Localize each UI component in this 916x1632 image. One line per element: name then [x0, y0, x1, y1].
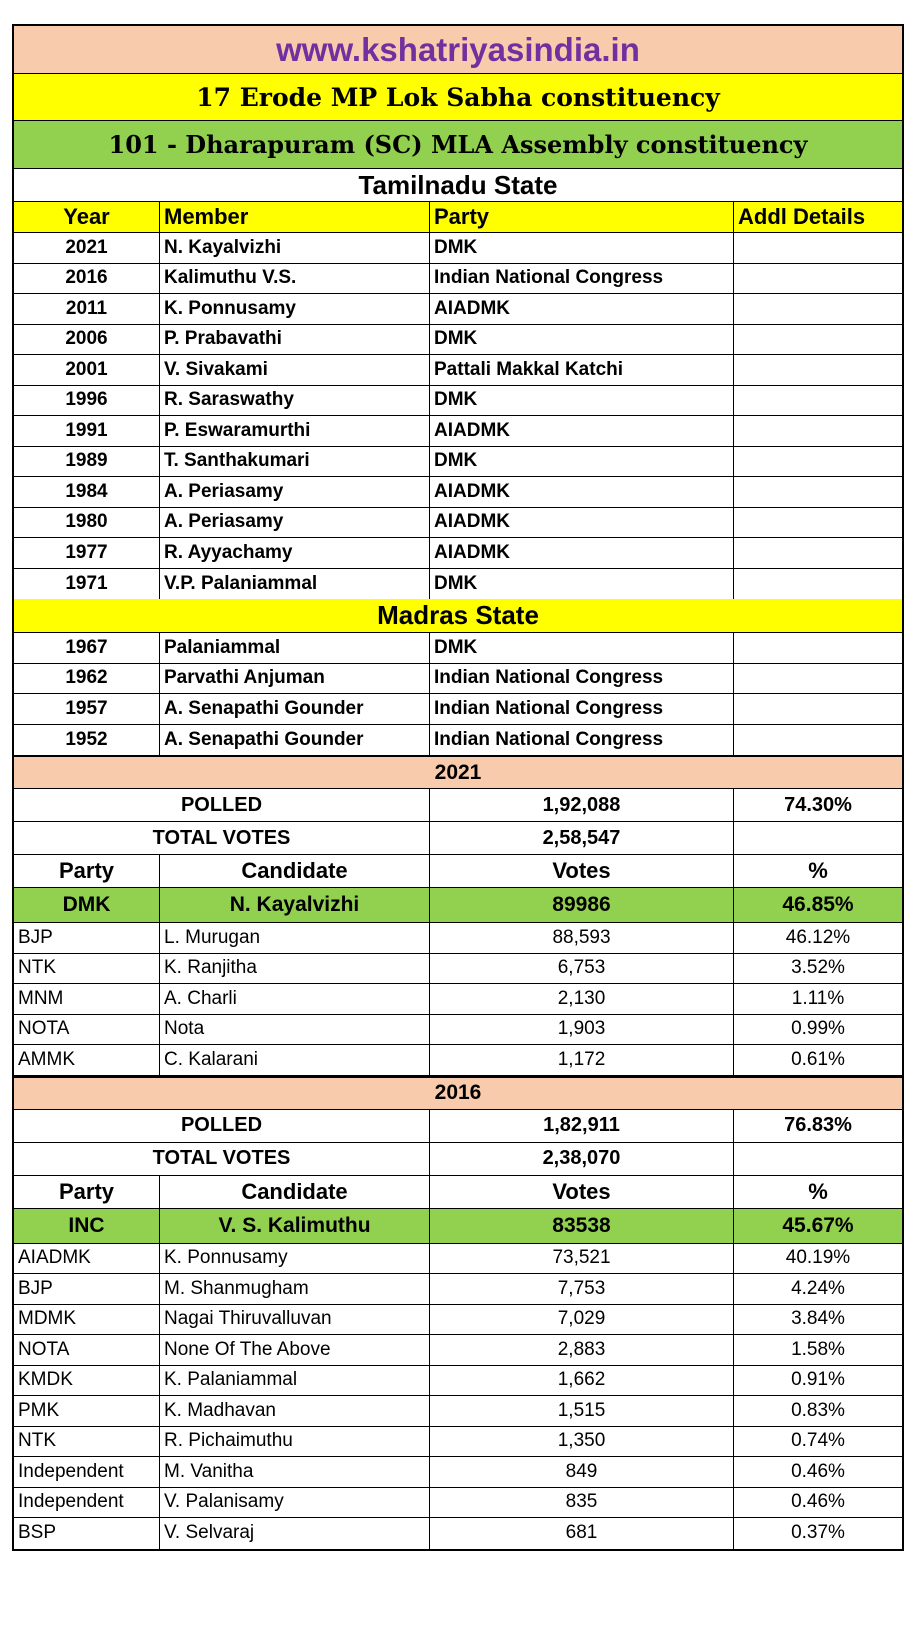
candidate-percent: 0.46% — [791, 1460, 845, 1482]
candidate-party: NTK — [14, 1427, 160, 1457]
member-row — [14, 664, 902, 695]
madras-section-header — [14, 599, 902, 633]
total-votes: 2,38,070 — [430, 1143, 734, 1175]
candidate-party: PMK — [14, 1396, 160, 1426]
candidate-name: R. Pichaimuthu — [160, 1427, 430, 1457]
candidate-row — [14, 1366, 902, 1397]
member-row — [14, 355, 902, 386]
candidate-votes: 835 — [430, 1488, 734, 1518]
col-percent: % — [808, 858, 828, 883]
col-votes: Votes — [430, 1176, 734, 1208]
member-party: AIADMK — [430, 508, 734, 538]
member-party: Indian National Congress — [430, 694, 734, 724]
candidate-percent: 0.83% — [791, 1399, 845, 1421]
col-party: Party — [430, 202, 734, 232]
member-name: A. Periasamy — [160, 508, 430, 538]
member-row — [14, 569, 902, 600]
member-name: Kalimuthu V.S. — [160, 264, 430, 294]
member-name: V. Sivakami — [160, 355, 430, 385]
member-name: K. Ponnusamy — [160, 294, 430, 324]
member-row — [14, 416, 902, 447]
candidate-votes: 7,753 — [430, 1274, 734, 1304]
candidate-name: A. Charli — [160, 984, 430, 1014]
candidate-votes: 1,172 — [430, 1045, 734, 1075]
member-details — [734, 264, 902, 294]
candidate-party: KMDK — [14, 1366, 160, 1396]
candidate-name: K. Ponnusamy — [160, 1244, 430, 1274]
candidate-percent: 1.58% — [791, 1338, 845, 1360]
member-year: 2001 — [14, 355, 160, 385]
member-name: A. Senapathi Gounder — [160, 694, 430, 724]
member-year: 1980 — [14, 508, 160, 538]
results-sheet — [12, 24, 904, 1551]
member-party: DMK — [430, 447, 734, 477]
candidate-name: K. Madhavan — [160, 1396, 430, 1426]
member-party: DMK — [430, 386, 734, 416]
candidate-party: Independent — [14, 1457, 160, 1487]
member-row — [14, 386, 902, 417]
winner-party: DMK — [14, 888, 160, 922]
candidate-row — [14, 1457, 902, 1488]
member-party: DMK — [430, 325, 734, 355]
assembly-title: 101 - Dharapuram (SC) MLA Assembly constituency — [108, 130, 808, 159]
candidate-party: AMMK — [14, 1045, 160, 1075]
member-row — [14, 725, 902, 756]
member-name: P. Prabavathi — [160, 325, 430, 355]
candidate-row — [14, 1274, 902, 1305]
winner-votes: 89986 — [430, 888, 734, 922]
col-member: Member — [160, 202, 430, 232]
candidate-column-headers — [14, 1176, 902, 1209]
candidate-percent: 0.37% — [791, 1522, 845, 1544]
candidate-percent: 40.19% — [785, 1247, 851, 1269]
member-details — [734, 447, 902, 477]
member-name: N. Kayalvizhi — [160, 233, 430, 263]
member-name: R. Ayyachamy — [160, 538, 430, 568]
member-party: Pattali Makkal Katchi — [430, 355, 734, 385]
candidate-name: K. Ranjitha — [160, 954, 430, 984]
member-party: AIADMK — [430, 294, 734, 324]
candidate-row — [14, 1305, 902, 1336]
candidate-row — [14, 1015, 902, 1046]
member-row — [14, 447, 902, 478]
member-row — [14, 694, 902, 725]
col-year: Year — [14, 202, 160, 232]
member-year: 1962 — [14, 664, 160, 694]
candidate-row — [14, 1488, 902, 1519]
candidate-row — [14, 1427, 902, 1458]
member-details — [734, 477, 902, 507]
polled-row — [14, 1110, 902, 1143]
candidate-votes: 88,593 — [430, 923, 734, 953]
member-row — [14, 508, 902, 539]
candidate-name: L. Murugan — [160, 923, 430, 953]
winner-candidate: N. Kayalvizhi — [160, 888, 430, 922]
polled-votes: 1,92,088 — [430, 789, 734, 821]
member-year: 1952 — [14, 725, 160, 756]
candidate-party: BJP — [14, 923, 160, 953]
member-details — [734, 355, 902, 385]
candidate-party: NOTA — [14, 1015, 160, 1045]
candidate-party: Independent — [14, 1488, 160, 1518]
member-name: A. Senapathi Gounder — [160, 725, 430, 756]
polled-label: POLLED — [14, 789, 430, 821]
candidate-party: AIADMK — [14, 1244, 160, 1274]
polled-votes: 1,82,911 — [430, 1110, 734, 1142]
member-details — [734, 569, 902, 600]
member-details — [734, 416, 902, 446]
member-name: P. Eswaramurthi — [160, 416, 430, 446]
election-year: 2021 — [434, 760, 482, 784]
member-year: 1989 — [14, 447, 160, 477]
candidate-name: V. Selvaraj — [160, 1518, 430, 1549]
winner-candidate: V. S. Kalimuthu — [160, 1209, 430, 1243]
member-year: 2006 — [14, 325, 160, 355]
candidate-name: Nota — [160, 1015, 430, 1045]
member-year: 1991 — [14, 416, 160, 446]
candidate-percent: 3.52% — [791, 957, 845, 979]
member-details — [734, 294, 902, 324]
website-url: www.kshatriyasindia.in — [276, 30, 640, 68]
candidate-name: M. Vanitha — [160, 1457, 430, 1487]
candidate-votes: 1,662 — [430, 1366, 734, 1396]
candidate-row — [14, 954, 902, 985]
member-name: R. Saraswathy — [160, 386, 430, 416]
member-party: Indian National Congress — [430, 264, 734, 294]
member-name: A. Periasamy — [160, 477, 430, 507]
candidate-percent: 3.84% — [791, 1308, 845, 1330]
candidate-row — [14, 1518, 902, 1549]
candidate-votes: 2,130 — [430, 984, 734, 1014]
member-row — [14, 294, 902, 325]
member-details — [734, 664, 902, 694]
member-name: Palaniammal — [160, 633, 430, 663]
candidate-percent: 0.91% — [791, 1369, 845, 1391]
member-details — [734, 325, 902, 355]
tamilnadu-title: Tamilnadu State — [358, 169, 558, 200]
polled-percent: 76.83% — [784, 1114, 852, 1136]
col-addl-details: Addl Details — [738, 204, 866, 229]
candidate-row — [14, 1396, 902, 1427]
candidate-row — [14, 1045, 902, 1076]
candidate-votes: 73,521 — [430, 1244, 734, 1274]
candidate-name: Nagai Thiruvalluvan — [160, 1305, 430, 1335]
candidate-votes: 1,515 — [430, 1396, 734, 1426]
candidate-percent: 0.99% — [791, 1018, 845, 1040]
candidate-percent: 0.46% — [791, 1491, 845, 1513]
candidate-name: M. Shanmugham — [160, 1274, 430, 1304]
member-party: AIADMK — [430, 538, 734, 568]
candidate-votes: 681 — [430, 1518, 734, 1549]
member-details — [734, 538, 902, 568]
assembly-banner — [14, 121, 902, 169]
candidate-party: BJP — [14, 1274, 160, 1304]
member-row — [14, 233, 902, 264]
election-year: 2016 — [434, 1081, 482, 1104]
candidate-votes: 1,350 — [430, 1427, 734, 1457]
polled-row — [14, 789, 902, 822]
member-details — [734, 386, 902, 416]
col-votes: Votes — [430, 855, 734, 887]
candidate-percent: 4.24% — [791, 1277, 845, 1299]
candidate-row — [14, 1335, 902, 1366]
col-party: Party — [14, 855, 160, 887]
winner-percent: 46.85% — [782, 893, 854, 916]
member-row — [14, 477, 902, 508]
member-party: DMK — [430, 569, 734, 600]
candidate-votes: 2,883 — [430, 1335, 734, 1365]
member-party: AIADMK — [430, 416, 734, 446]
lok-sabha-title: 17 Erode MP Lok Sabha constituency — [196, 82, 720, 112]
winner-votes: 83538 — [430, 1209, 734, 1243]
winner-row — [14, 888, 902, 923]
member-name: T. Santhakumari — [160, 447, 430, 477]
col-party: Party — [14, 1176, 160, 1208]
member-row — [14, 538, 902, 569]
election-year-band — [14, 755, 902, 789]
candidate-percent: 1.11% — [791, 987, 845, 1009]
member-year: 1977 — [14, 538, 160, 568]
member-year: 2021 — [14, 233, 160, 263]
member-year: 2011 — [14, 294, 160, 324]
total-votes-label: TOTAL VOTES — [14, 822, 430, 854]
candidate-name: None Of The Above — [160, 1335, 430, 1365]
tamilnadu-section-header — [14, 169, 902, 202]
member-details — [734, 633, 902, 663]
candidate-party: MNM — [14, 984, 160, 1014]
candidate-party: BSP — [14, 1518, 160, 1549]
member-year: 1971 — [14, 569, 160, 600]
candidate-votes: 7,029 — [430, 1305, 734, 1335]
polled-label: POLLED — [14, 1110, 430, 1142]
candidate-column-headers — [14, 855, 902, 888]
candidate-party: NOTA — [14, 1335, 160, 1365]
member-details — [734, 725, 902, 756]
col-candidate: Candidate — [160, 1176, 430, 1208]
website-banner — [14, 26, 902, 74]
winner-party: INC — [14, 1209, 160, 1243]
candidate-percent: 0.74% — [791, 1430, 845, 1452]
member-details — [734, 233, 902, 263]
member-party: Indian National Congress — [430, 664, 734, 694]
member-year: 1957 — [14, 694, 160, 724]
member-party: DMK — [430, 633, 734, 663]
member-year: 1967 — [14, 633, 160, 663]
winner-row — [14, 1209, 902, 1244]
total-votes: 2,58,547 — [430, 822, 734, 854]
candidate-percent: 0.61% — [791, 1048, 845, 1070]
member-row — [14, 325, 902, 356]
candidate-votes: 6,753 — [430, 954, 734, 984]
candidate-party: NTK — [14, 954, 160, 984]
member-party: Indian National Congress — [430, 725, 734, 756]
candidate-row — [14, 923, 902, 954]
candidate-row — [14, 1244, 902, 1275]
member-year: 1984 — [14, 477, 160, 507]
polled-percent: 74.30% — [784, 793, 852, 816]
lok-sabha-banner — [14, 74, 902, 121]
candidate-name: C. Kalarani — [160, 1045, 430, 1075]
total-votes-empty — [734, 1143, 902, 1175]
winner-percent: 45.67% — [782, 1213, 854, 1237]
election-year-band — [14, 1076, 902, 1110]
member-party: DMK — [430, 233, 734, 263]
member-column-headers — [14, 202, 902, 233]
candidate-party: MDMK — [14, 1305, 160, 1335]
candidate-votes: 1,903 — [430, 1015, 734, 1045]
member-details — [734, 694, 902, 724]
total-votes-row — [14, 822, 902, 855]
total-votes-empty — [734, 822, 902, 854]
col-candidate: Candidate — [160, 855, 430, 887]
total-votes-row — [14, 1143, 902, 1176]
member-name: V.P. Palaniammal — [160, 569, 430, 600]
member-details — [734, 508, 902, 538]
candidate-name: K. Palaniammal — [160, 1366, 430, 1396]
candidate-row — [14, 984, 902, 1015]
member-name: Parvathi Anjuman — [160, 664, 430, 694]
member-row — [14, 264, 902, 295]
member-year: 2016 — [14, 264, 160, 294]
total-votes-label: TOTAL VOTES — [14, 1143, 430, 1175]
member-year: 1996 — [14, 386, 160, 416]
candidate-votes: 849 — [430, 1457, 734, 1487]
candidate-percent: 46.12% — [785, 926, 851, 948]
candidate-name: V. Palanisamy — [160, 1488, 430, 1518]
madras-title: Madras State — [377, 600, 539, 630]
member-row — [14, 633, 902, 664]
member-party: AIADMK — [430, 477, 734, 507]
col-percent: % — [808, 1178, 828, 1204]
